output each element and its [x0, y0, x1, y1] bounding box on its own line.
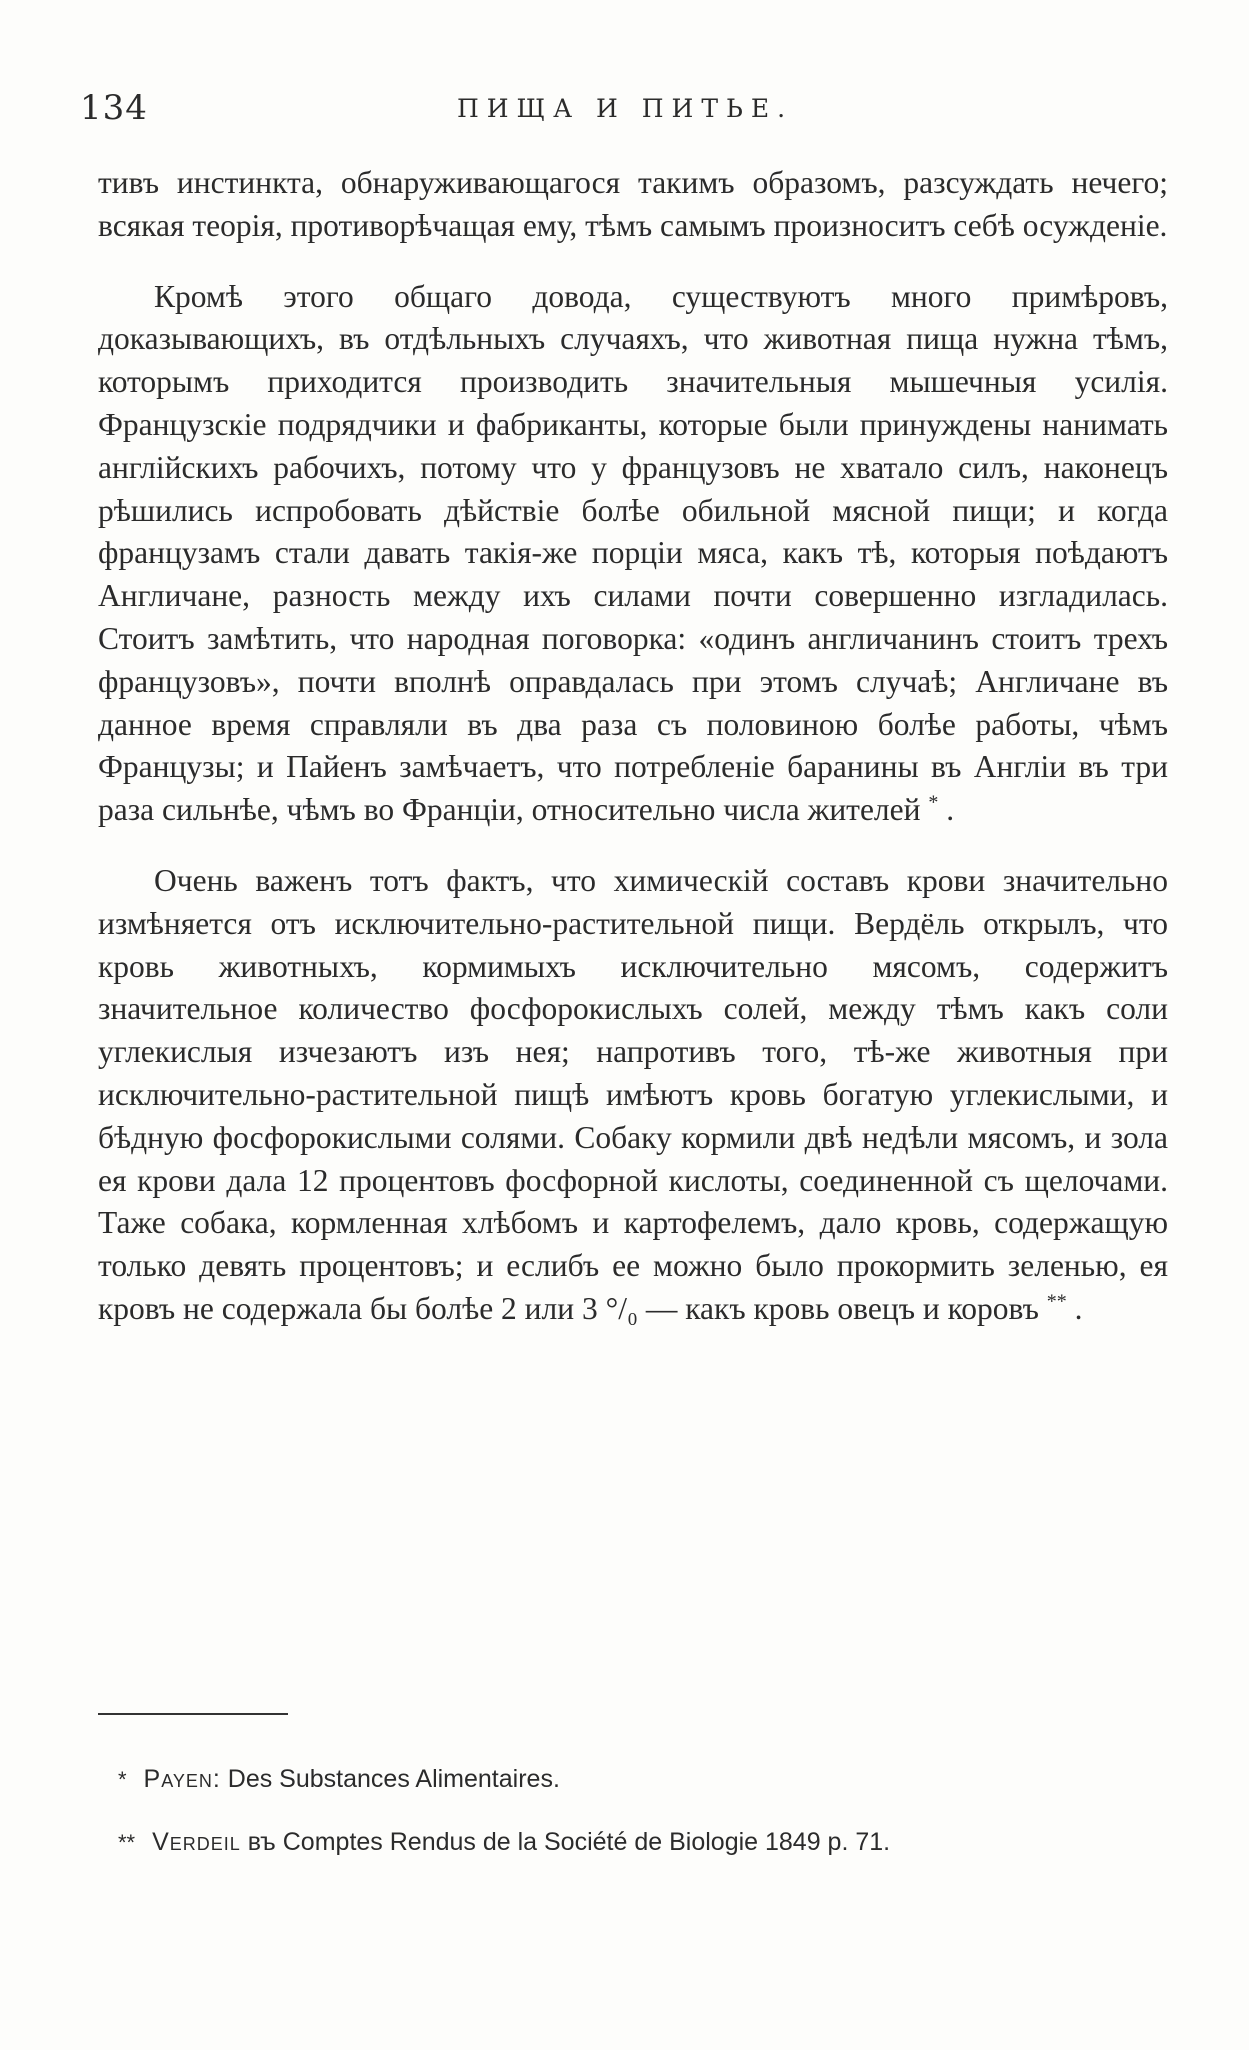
page-header — [80, 88, 1170, 128]
paragraph-3-text: Очень важенъ тотъ фактъ, что химическій составъ крови значительно измѣняется отъ исключительно-растительной пищи. Вердёль открылъ, что кровь животныхъ, кормимыхъ исключительно мясомъ, содержитъ значительное количество фосфорокислыхъ солей, между тѣмъ какъ соли углекислыя изчезаютъ изъ нея; напротивъ того, тѣ-же животныя при исключительно-растительной пищѣ имѣютъ кровь богатую углекислыми, и бѣдную фосфорокислыми солями. Собаку кормили двѣ недѣли мясомъ, и зола ея крови дала 12 процентовъ фосфорной кислоты, соединенной съ щелочами. Таже собака, кормленная хлѣбомъ и картофелемъ, дало кровь, содержащую только девять процентовъ; и еслибъ ее можно было прокормить зеленью, ея кровъ не содержала бы болѣе 2 или 3 — [98, 862, 1168, 1326]
running-title: ПИЩА И ПИТЬЕ. — [456, 94, 794, 123]
footnotes — [118, 1748, 1158, 1874]
footnote-2 — [118, 1811, 1158, 1874]
page-number: 134 — [80, 88, 148, 128]
footnote-1-author: Payen: — [143, 1765, 221, 1793]
footnote-reference-2: ** — [1046, 1290, 1067, 1313]
paragraph-1: тивъ инстинкта, обнаруживающагося такимъ образомъ, разсуждать нечего; всякая теорія, противорѣчащая ему, тѣмъ самымъ произноситъ себѣ осужденіе. — [98, 165, 1168, 243]
footnote-2-author: Verdeil — [152, 1828, 241, 1856]
paragraph-2-text: Кромѣ этого общаго довода, существуютъ много примѣровъ, доказывающихъ, въ отдѣльныхъ случаяхъ, что животная пища нужна тѣмъ, которымъ приходится производить значительныя мышечныя усилія. Французскіе подрядчики и фабриканты, которые были принуждены нанимать англійскихъ рабочихъ, потому что у французовъ не хватало силъ, наконецъ рѣшились испробовать дѣйствіе болѣе обильной мясной пищи; и когда французамъ стали давать такія-же порціи мяса, какъ тѣ, которыя поѣдаютъ Англичане, разность между ихъ силами почти совершенно изгладилась. Стоитъ замѣтить, что народная поговорка: «одинъ англичанинъ стоитъ трехъ французовъ», почти вполнѣ оправдалась при этомъ случаѣ; Англичане въ данное время справляли въ два раза съ половиною болѣе работы, чѣмъ Французы; и Пайенъ замѣчаетъ, что потребленіе баранины въ Англіи въ три раза сильнѣе, чѣмъ во Франціи, относительно числа жителей — [98, 278, 1168, 828]
paragraph-3-text-continued: — какъ кровь овецъ и коровъ — [645, 1290, 1039, 1326]
footnote-1-mark: * — [118, 1767, 127, 1792]
percent-symbol: °/₀ — [605, 1290, 638, 1326]
footnote-divider — [98, 1713, 288, 1715]
footnote-1 — [118, 1748, 1158, 1811]
paragraph-3-ending: . — [1074, 1290, 1083, 1326]
footnote-2-mark: ** — [118, 1830, 136, 1855]
footnote-2-text: въ Comptes Rendus de la Société de Biologie 1849 p. 71. — [247, 1828, 891, 1856]
paragraph-3 — [98, 860, 1168, 1331]
paragraph-2 — [98, 276, 1168, 832]
footnote-reference-1: * — [928, 791, 939, 814]
footnote-1-text: Des Substances Alimentaires. — [227, 1765, 560, 1793]
body-text — [98, 162, 1168, 1359]
paragraph-2-ending: . — [946, 792, 955, 828]
